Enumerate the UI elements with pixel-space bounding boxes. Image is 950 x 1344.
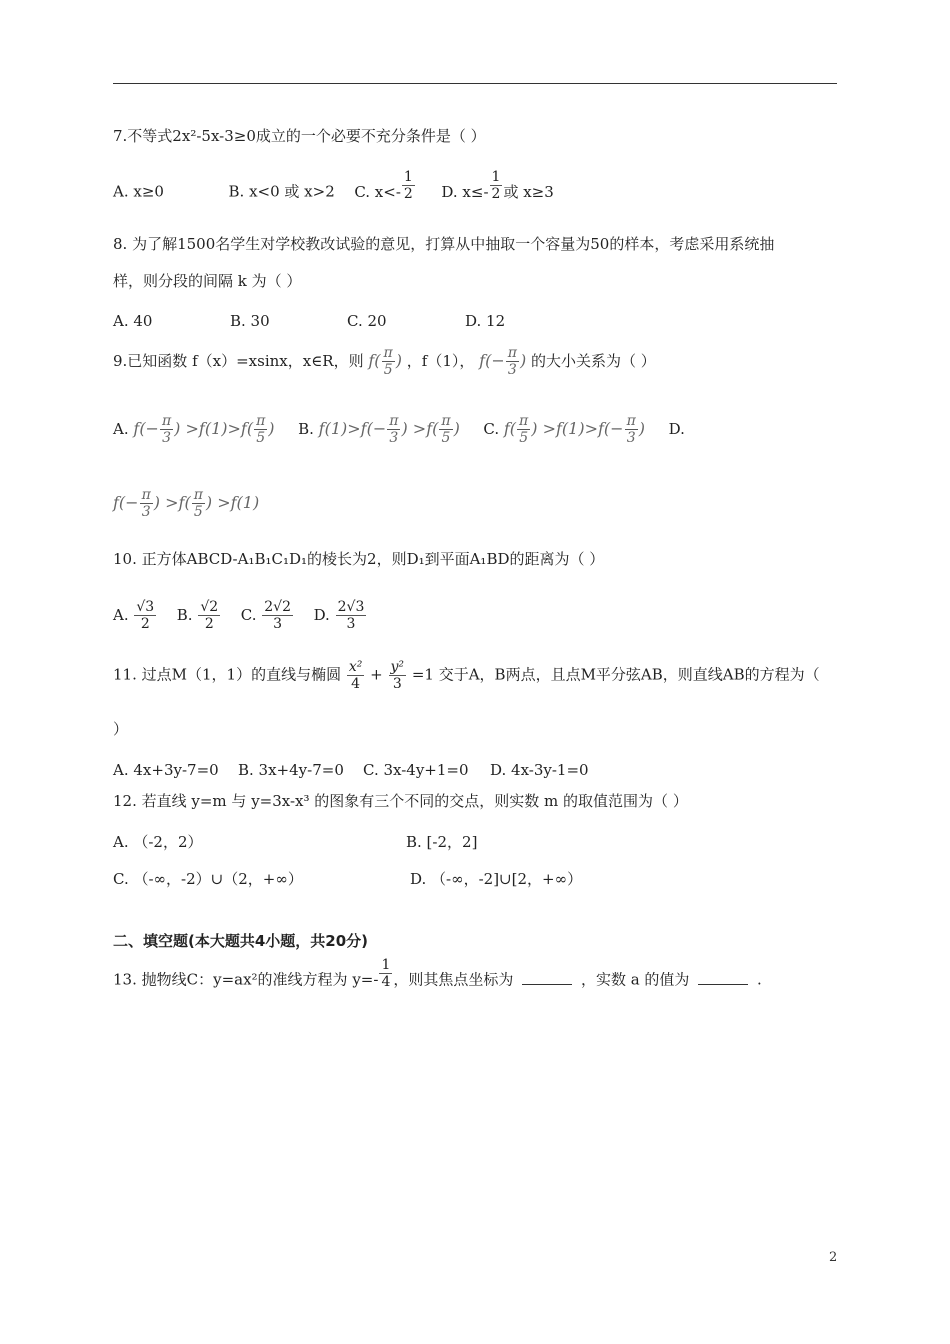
q10-option-b: B. $\frac{√2}{2}$: [176, 599, 219, 632]
q9-options-row: [113, 414, 685, 445]
q11-stem: 11. 过点M（1，1）的直线与椭圆 $\frac{\text{x²}}{4}$ + $\frac{\text{y²}}{3}$ =1 交于A，B两点，且点M平分弦AB，则直线AB的方程为（: [113, 659, 820, 692]
q10-options: [113, 600, 367, 631]
q9-option-c: C. f( $\frac{\pi}{5}$ ) >f(1)>f(− $\frac{\pi}{3}$ ): [483, 413, 646, 446]
q9-option-b: B. f(1)>f(− $\frac{\pi}{3}$ ) >f( $\frac{\pi}{5}$ ): [298, 413, 460, 446]
q12-option-c: C. （-∞，-2）∪（2，+∞）: [113, 870, 303, 888]
q13-stem: 13. 抛物线C：y=ax²的准线方程为 y=- $\frac{1}{4}$ ，则其焦点坐标为 ，实数 a 的值为 .: [113, 957, 762, 990]
q11-option-b: B. 3x+4y-7=0: [238, 761, 344, 779]
q12-option-a: A. （-2，2）: [113, 833, 203, 851]
page-number: 2: [829, 1250, 838, 1265]
q10-stem: 10. 正方体ABCD-A₁B₁C₁D₁的棱长为2，则D₁到平面A₁BD的距离为（ ）: [113, 550, 605, 568]
q11-option-a: A. 4x+3y-7=0: [113, 761, 219, 779]
q10-option-a: A. $\frac{√3}{2}$: [113, 599, 155, 632]
header-rule: [113, 83, 837, 84]
q11-stem-close: ）: [113, 720, 129, 738]
q9-f-neg-pi-over-3: f(− $\frac{\pi}{3}$ ): [479, 345, 527, 378]
q10-option-d: D. $\frac{2√3}{3}$: [313, 599, 365, 632]
q7-option-b: B. x<0 或 x>2: [228, 182, 335, 201]
q8-stem-line1: 8. 为了解1500名学生对学校教改试验的意见，打算从中抽取一个容量为50的样本，考虑采用系统抽: [113, 235, 775, 253]
q8-option-a: A. 40: [113, 312, 153, 330]
q8-stem-line2: 样，则分段的间隔 k 为（ ）: [113, 272, 302, 290]
q9-option-a: A. f(− $\frac{\pi}{3}$ ) >f(1)>f( $\frac{\pi}{5}$ ): [113, 413, 275, 446]
q7-option-d: D. x≤- $\frac{1}{2}$ 或 x≥3: [441, 169, 554, 202]
q9-stem: 9.已知函数 f（x）=xsinx，x∈R，则 f( $\frac{\pi}{5}$ ) ，f（1）， f(− $\frac{\pi}{3}$ ) 的大小关系为（ ）: [113, 345, 656, 378]
q9-option-d-label: D.: [668, 420, 685, 438]
q9-option-d: f(− $\frac{\pi}{3}$ ) >f( $\frac{\pi}{5}$ ) >f(1): [113, 487, 260, 520]
q13-blank-focus[interactable]: [522, 984, 572, 985]
q12-stem: 12. 若直线 y=m 与 y=3x-x³ 的图象有三个不同的交点，则实数 m 的取值范围为（ ）: [113, 792, 688, 810]
q11-option-c: C. 3x-4y+1=0: [363, 761, 469, 779]
q12-option-d: D. （-∞，-2]∪[2，+∞）: [410, 870, 583, 888]
q7-options: [113, 169, 554, 202]
q8-option-c: C. 20: [347, 312, 387, 330]
q12-option-b: B. [-2，2]: [406, 833, 478, 851]
section-title-fill-in: 二、填空题(本大题共4小题，共20分): [113, 932, 369, 950]
q13-blank-a[interactable]: [698, 984, 748, 985]
q10-option-c: C. $\frac{2√2}{3}$: [240, 599, 291, 632]
q7-option-c: C. x<- $\frac{1}{2}$: [354, 169, 413, 202]
q9-f-pi-over-5: f( $\frac{\pi}{5}$ ): [368, 345, 402, 378]
q7-stem: 7.不等式2x²-5x-3≥0成立的一个必要不充分条件是（ ）: [113, 127, 486, 145]
q11-option-d: D. 4x-3y-1=0: [490, 761, 589, 779]
q8-option-d: D. 12: [465, 312, 506, 330]
q7-option-a: A. x≥0: [113, 182, 164, 201]
q8-option-b: B. 30: [230, 312, 270, 330]
